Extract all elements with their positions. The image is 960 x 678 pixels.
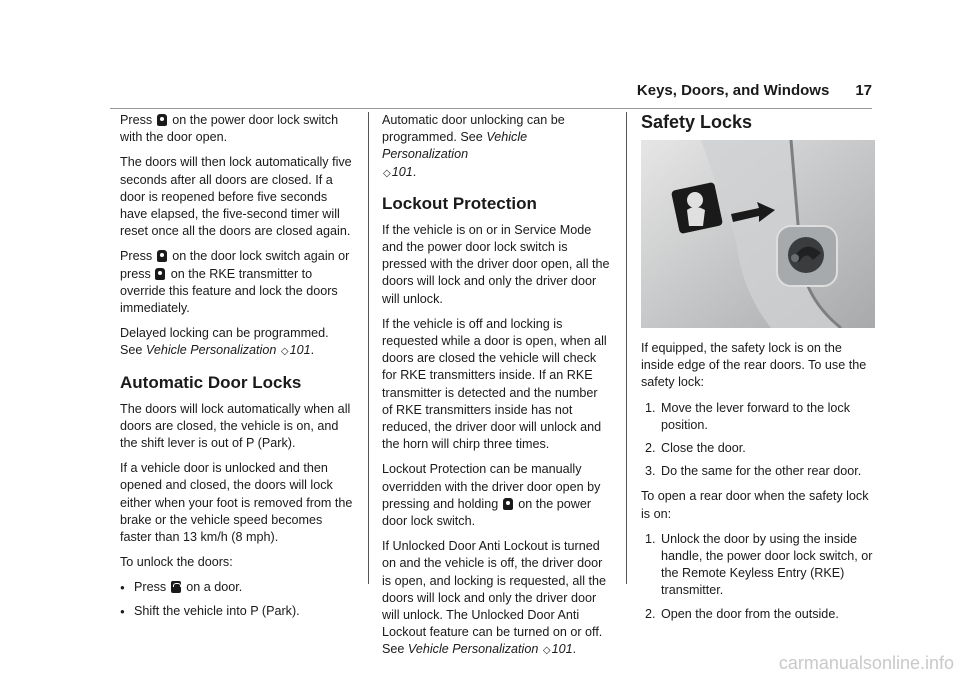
section-title: Keys, Doors, and Windows	[636, 82, 830, 99]
list-item: 1. Unlock the door by using the inside handle, the power door lock switch, or the Remote Keyless Entry (RKE) transmitter.	[645, 531, 873, 598]
column-3	[641, 112, 875, 631]
heading-safety-locks: Safety Locks	[641, 112, 753, 132]
page-ref-icon: ◇	[542, 645, 551, 657]
list-item: 2. Close the door.	[645, 441, 746, 456]
paragraph: To unlock the doors:	[120, 555, 233, 570]
page-header	[637, 82, 872, 99]
cross-reference-link[interactable]: Vehicle Personalization ◇101	[145, 343, 311, 358]
paragraph: If the vehicle is on or in Service Mode and the power door lock switch is pressed with the driver door open, all the doors will lock and only the driver door will unlock.	[382, 222, 610, 306]
list-item: 2. Open the door from the outside.	[645, 606, 839, 621]
paragraph: To open a rear door when the safety lock is on:	[641, 489, 869, 521]
paragraph: Press on the door lock switch again or press on the RKE transmitter to override this feature and lock the doors immediately.	[120, 249, 350, 316]
bullet-list	[120, 579, 354, 619]
lock-icon	[503, 498, 513, 510]
lock-icon	[157, 250, 167, 262]
paragraph: Automatic door unlocking can be programmed. See Vehicle Personalization ◇101.	[382, 113, 565, 179]
page-ref-icon: ◇	[280, 346, 289, 358]
lock-icon	[155, 268, 165, 280]
safety-lock-illustration	[641, 140, 875, 328]
heading-lockout-protection: Lockout Protection	[382, 193, 537, 213]
numbered-list	[641, 531, 875, 623]
header-rule	[110, 108, 872, 109]
child-lock-icon	[671, 182, 723, 234]
paragraph: If a vehicle door is unlocked and then opened and closed, the doors will lock either when your foot is removed from the brake or the vehicle speed becomes faster than 13 km/h (8 mph).	[120, 461, 353, 545]
paragraph: Delayed locking can be programmed. See Vehicle Personalization ◇101.	[120, 326, 329, 358]
list-item: 1. Move the lever forward to the lock position.	[645, 400, 850, 432]
column-divider	[626, 112, 627, 584]
paragraph: If the vehicle is off and locking is requested while a door is open, when all doors are closed the vehicle will check for RKE transmitters inside. If an RKE transmitter is detected and the number of RKE transmitters inside has not reduced, the driver door will unlock and the horn will chirp three times.	[382, 316, 607, 452]
paragraph: If Unlocked Door Anti Lockout is turned on and the vehicle is off, the driver door is open, and locking is requested, all the doors will lock and only the driver door will unlock. The Unlocked Door Anti Lockout feature can be turned on or off. See Vehicle Personalization ◇101.	[382, 539, 607, 657]
lock-icon	[157, 114, 167, 126]
column-1	[120, 112, 354, 628]
numbered-list	[641, 400, 875, 481]
list-item: 3. Do the same for the other rear door.	[645, 464, 862, 479]
page-number: 17	[855, 82, 872, 99]
cross-reference-link[interactable]: Vehicle Personalization ◇101	[407, 642, 573, 657]
list-item: ● Press on a door.	[120, 579, 354, 596]
heading-automatic-door-locks: Automatic Door Locks	[120, 372, 302, 392]
paragraph: Lockout Protection can be manually overridden with the driver door open by pressing and holding on the power door lock switch.	[382, 462, 601, 529]
cross-reference-link[interactable]: Vehicle Personalization ◇101	[382, 130, 528, 179]
paragraph: The doors will then lock automatically five seconds after all doors are closed. If a door is reopened before five seconds have elapsed, the five-second timer will reset once all the doors are closed again.	[120, 155, 352, 239]
paragraph: If equipped, the safety lock is on the inside edge of the rear doors. To use the safety lock:	[641, 341, 867, 390]
column-2	[382, 112, 610, 668]
page-ref-icon: ◇	[383, 167, 391, 179]
paragraph: Press on the power door lock switch with the door open.	[120, 113, 339, 145]
safety-lock-drawing	[641, 140, 875, 328]
list-item: ● Shift the vehicle into P (Park).	[120, 603, 354, 620]
column-divider	[368, 112, 369, 584]
unlock-icon	[171, 581, 181, 593]
paragraph: The doors will lock automatically when all doors are closed, the vehicle is on, and the shift lever is out of P (Park).	[120, 401, 351, 451]
watermark: carmanualsonline.info	[778, 653, 954, 673]
